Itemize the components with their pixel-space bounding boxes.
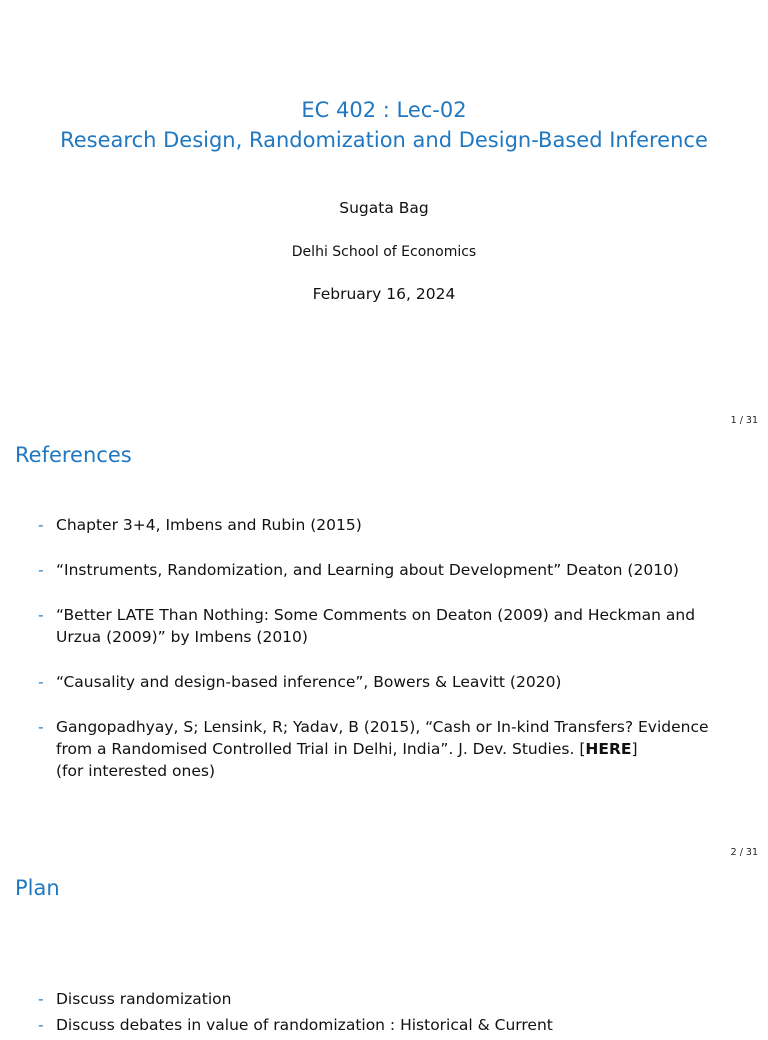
reference-note: (for interested ones) [56, 762, 216, 780]
reference-text: “Better LATE Than Nothing: Some Comments on Deaton (2009) and Heckman and Urzua (2009)” by Imbens (2010) [56, 606, 696, 646]
bullet-dash-icon: - [38, 718, 44, 736]
bullet-dash-icon: - [38, 561, 44, 579]
here-link[interactable]: HERE [585, 740, 632, 758]
reference-text: Chapter 3+4, Imbens and Rubin (2015) [56, 516, 362, 534]
list-item [38, 514, 738, 536]
list-item [38, 604, 738, 648]
plan-heading: Plan [15, 876, 60, 900]
list-item [38, 671, 738, 693]
course-code: EC 402 : Lec-02 [301, 98, 467, 122]
bullet-dash-icon: - [38, 990, 44, 1008]
reference-text: Gangopadhyay, S; Lensink, R; Yadav, B (2015), “Cash or In-kind Transfers? Evidence from a Randomised Controlled Trial in Delhi, India”. J. Dev. Studies. [ [56, 718, 709, 758]
lecture-date: February 16, 2024 [312, 285, 456, 303]
list-item [38, 716, 738, 782]
page-number: 2 / 31 [730, 847, 758, 858]
bullet-dash-icon: - [38, 673, 44, 691]
reference-text: “Causality and design-based inference”, Bowers & Leavitt (2020) [56, 673, 562, 691]
bracket-close: ] [631, 740, 638, 758]
bullet-dash-icon: - [38, 1016, 44, 1034]
references-list [38, 514, 738, 805]
list-item [38, 988, 738, 1010]
list-item [38, 559, 738, 581]
institution: Delhi School of Economics [291, 244, 477, 260]
title-slide [0, 0, 768, 432]
bullet-dash-icon: - [38, 516, 44, 534]
lecture-title: Research Design, Randomization and Design-Based Inference [60, 128, 708, 152]
page-number: 1 / 31 [730, 415, 758, 426]
list-item [38, 1014, 738, 1036]
plan-item-text: Discuss debates in value of randomization : Historical & Current [56, 1016, 553, 1034]
reference-text: “Instruments, Randomization, and Learning about Development” Deaton (2010) [56, 561, 679, 579]
bullet-dash-icon: - [38, 606, 44, 624]
plan-list [38, 988, 738, 1040]
author-name: Sugata Bag [339, 199, 429, 217]
plan-item-text: Discuss randomization [56, 990, 232, 1008]
references-heading: References [15, 443, 132, 467]
